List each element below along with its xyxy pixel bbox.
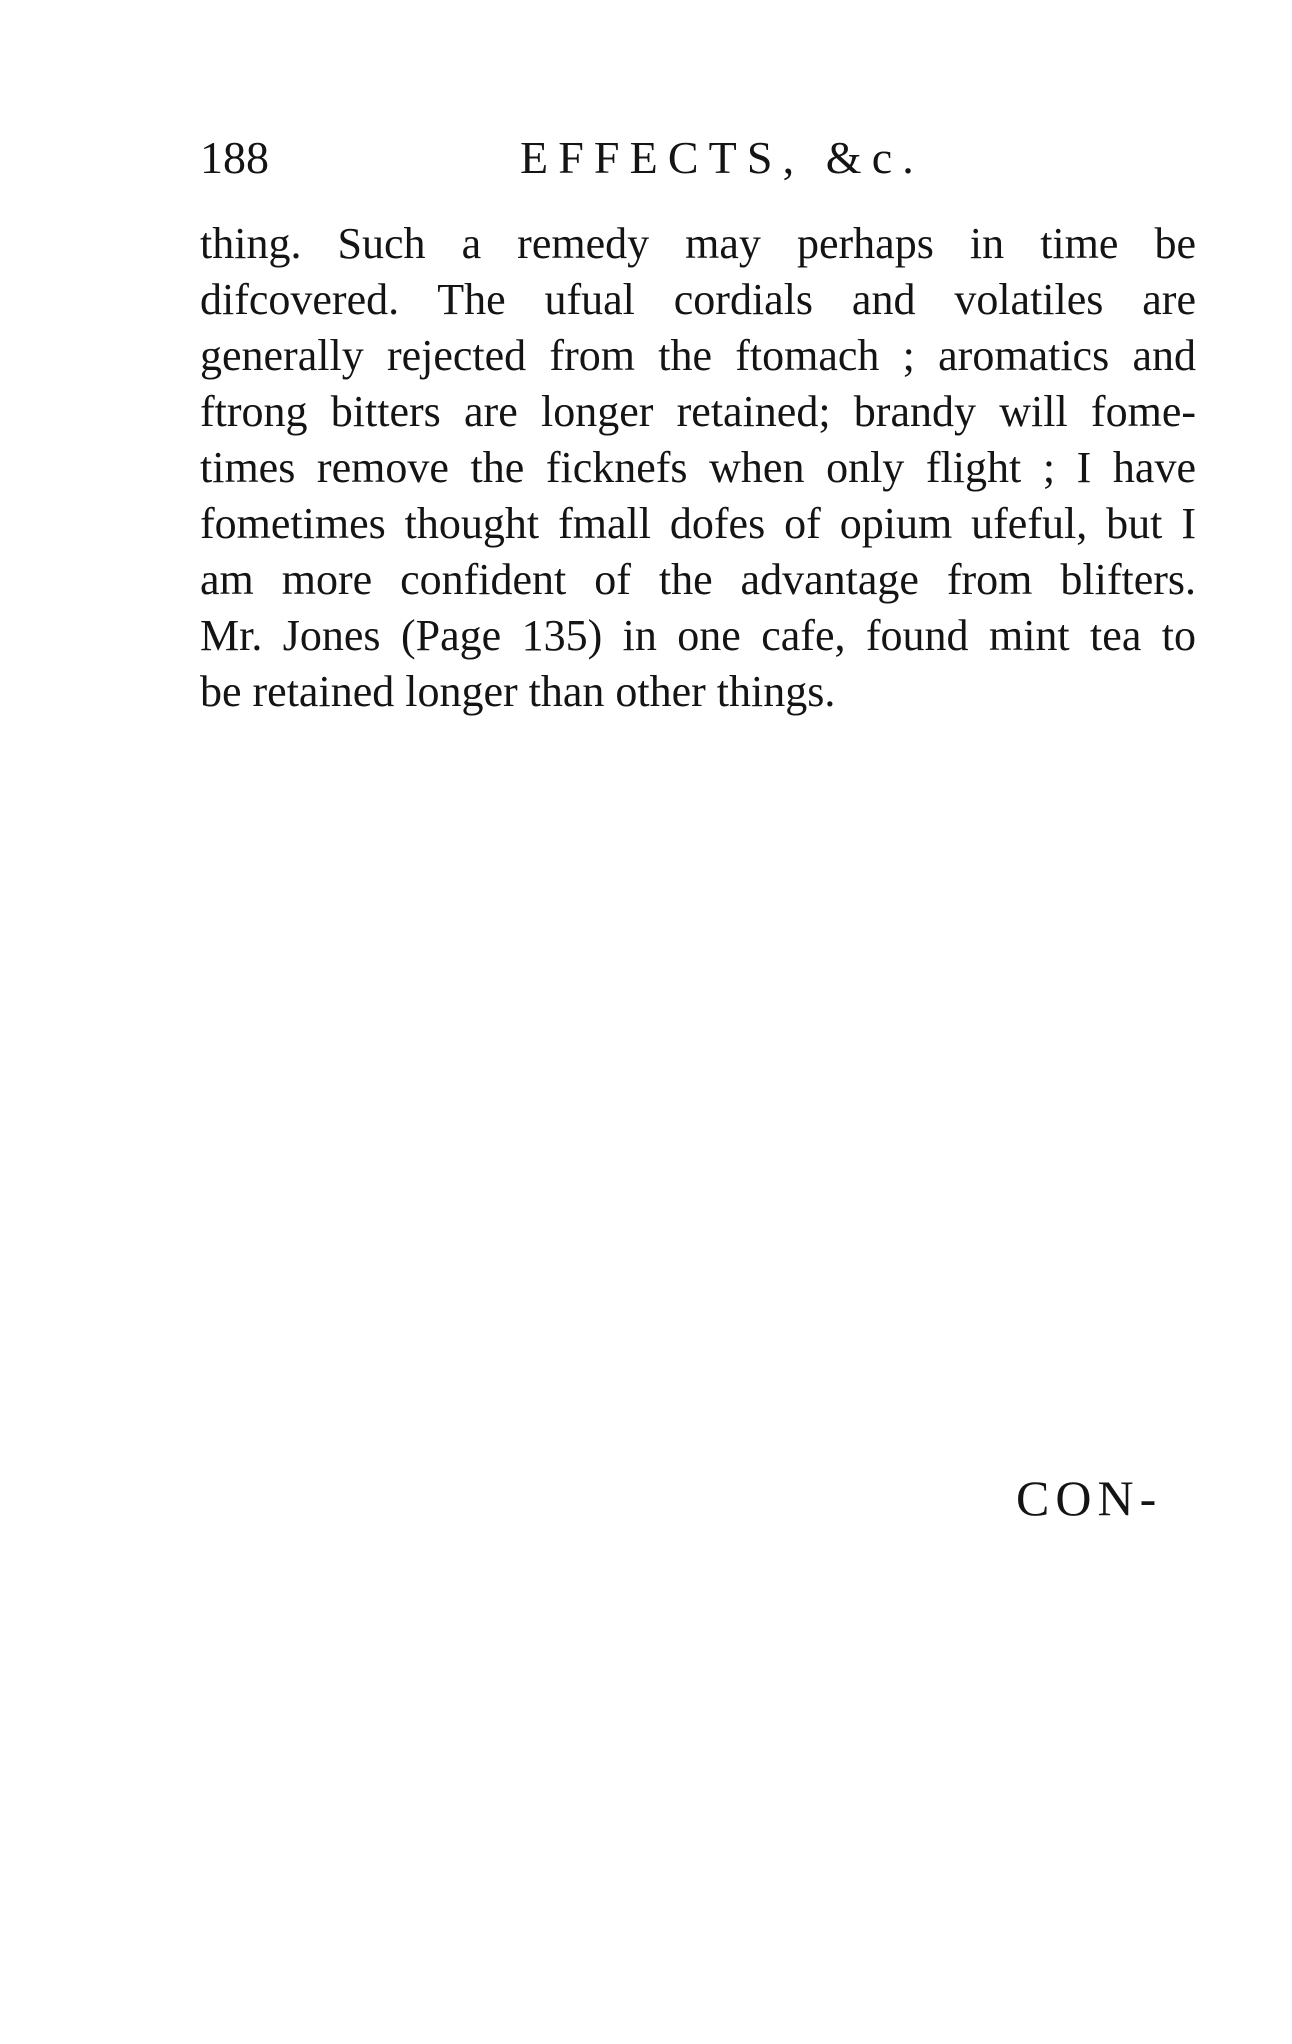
text-line: times remove the ficknefs when only flight ; I have bbox=[200, 443, 1196, 492]
text-line: be retained longer than other things. bbox=[200, 667, 836, 716]
catchword: CON- bbox=[1016, 1470, 1163, 1526]
body-paragraph bbox=[200, 216, 1196, 720]
text-line: thing. Such a remedy may perhaps in time be bbox=[200, 219, 1196, 268]
running-head bbox=[200, 126, 1200, 190]
text-line: Mr. Jones (Page 135) in one cafe, found mint tea to bbox=[200, 611, 1196, 660]
text-line: generally rejected from the ftomach ; aromatics and bbox=[200, 331, 1196, 380]
page-number: 188 bbox=[200, 132, 269, 183]
running-title: EFFECTS, &c. bbox=[520, 132, 924, 183]
text-line: difcovered. The ufual cordials and volatiles are bbox=[200, 275, 1196, 324]
text-line: fometimes thought fmall dofes of opium ufeful, but I bbox=[200, 499, 1196, 548]
text-line: ftrong bitters are longer retained; brandy will fome- bbox=[200, 387, 1196, 436]
text-line: am more confident of the advantage from blifters. bbox=[200, 555, 1196, 604]
